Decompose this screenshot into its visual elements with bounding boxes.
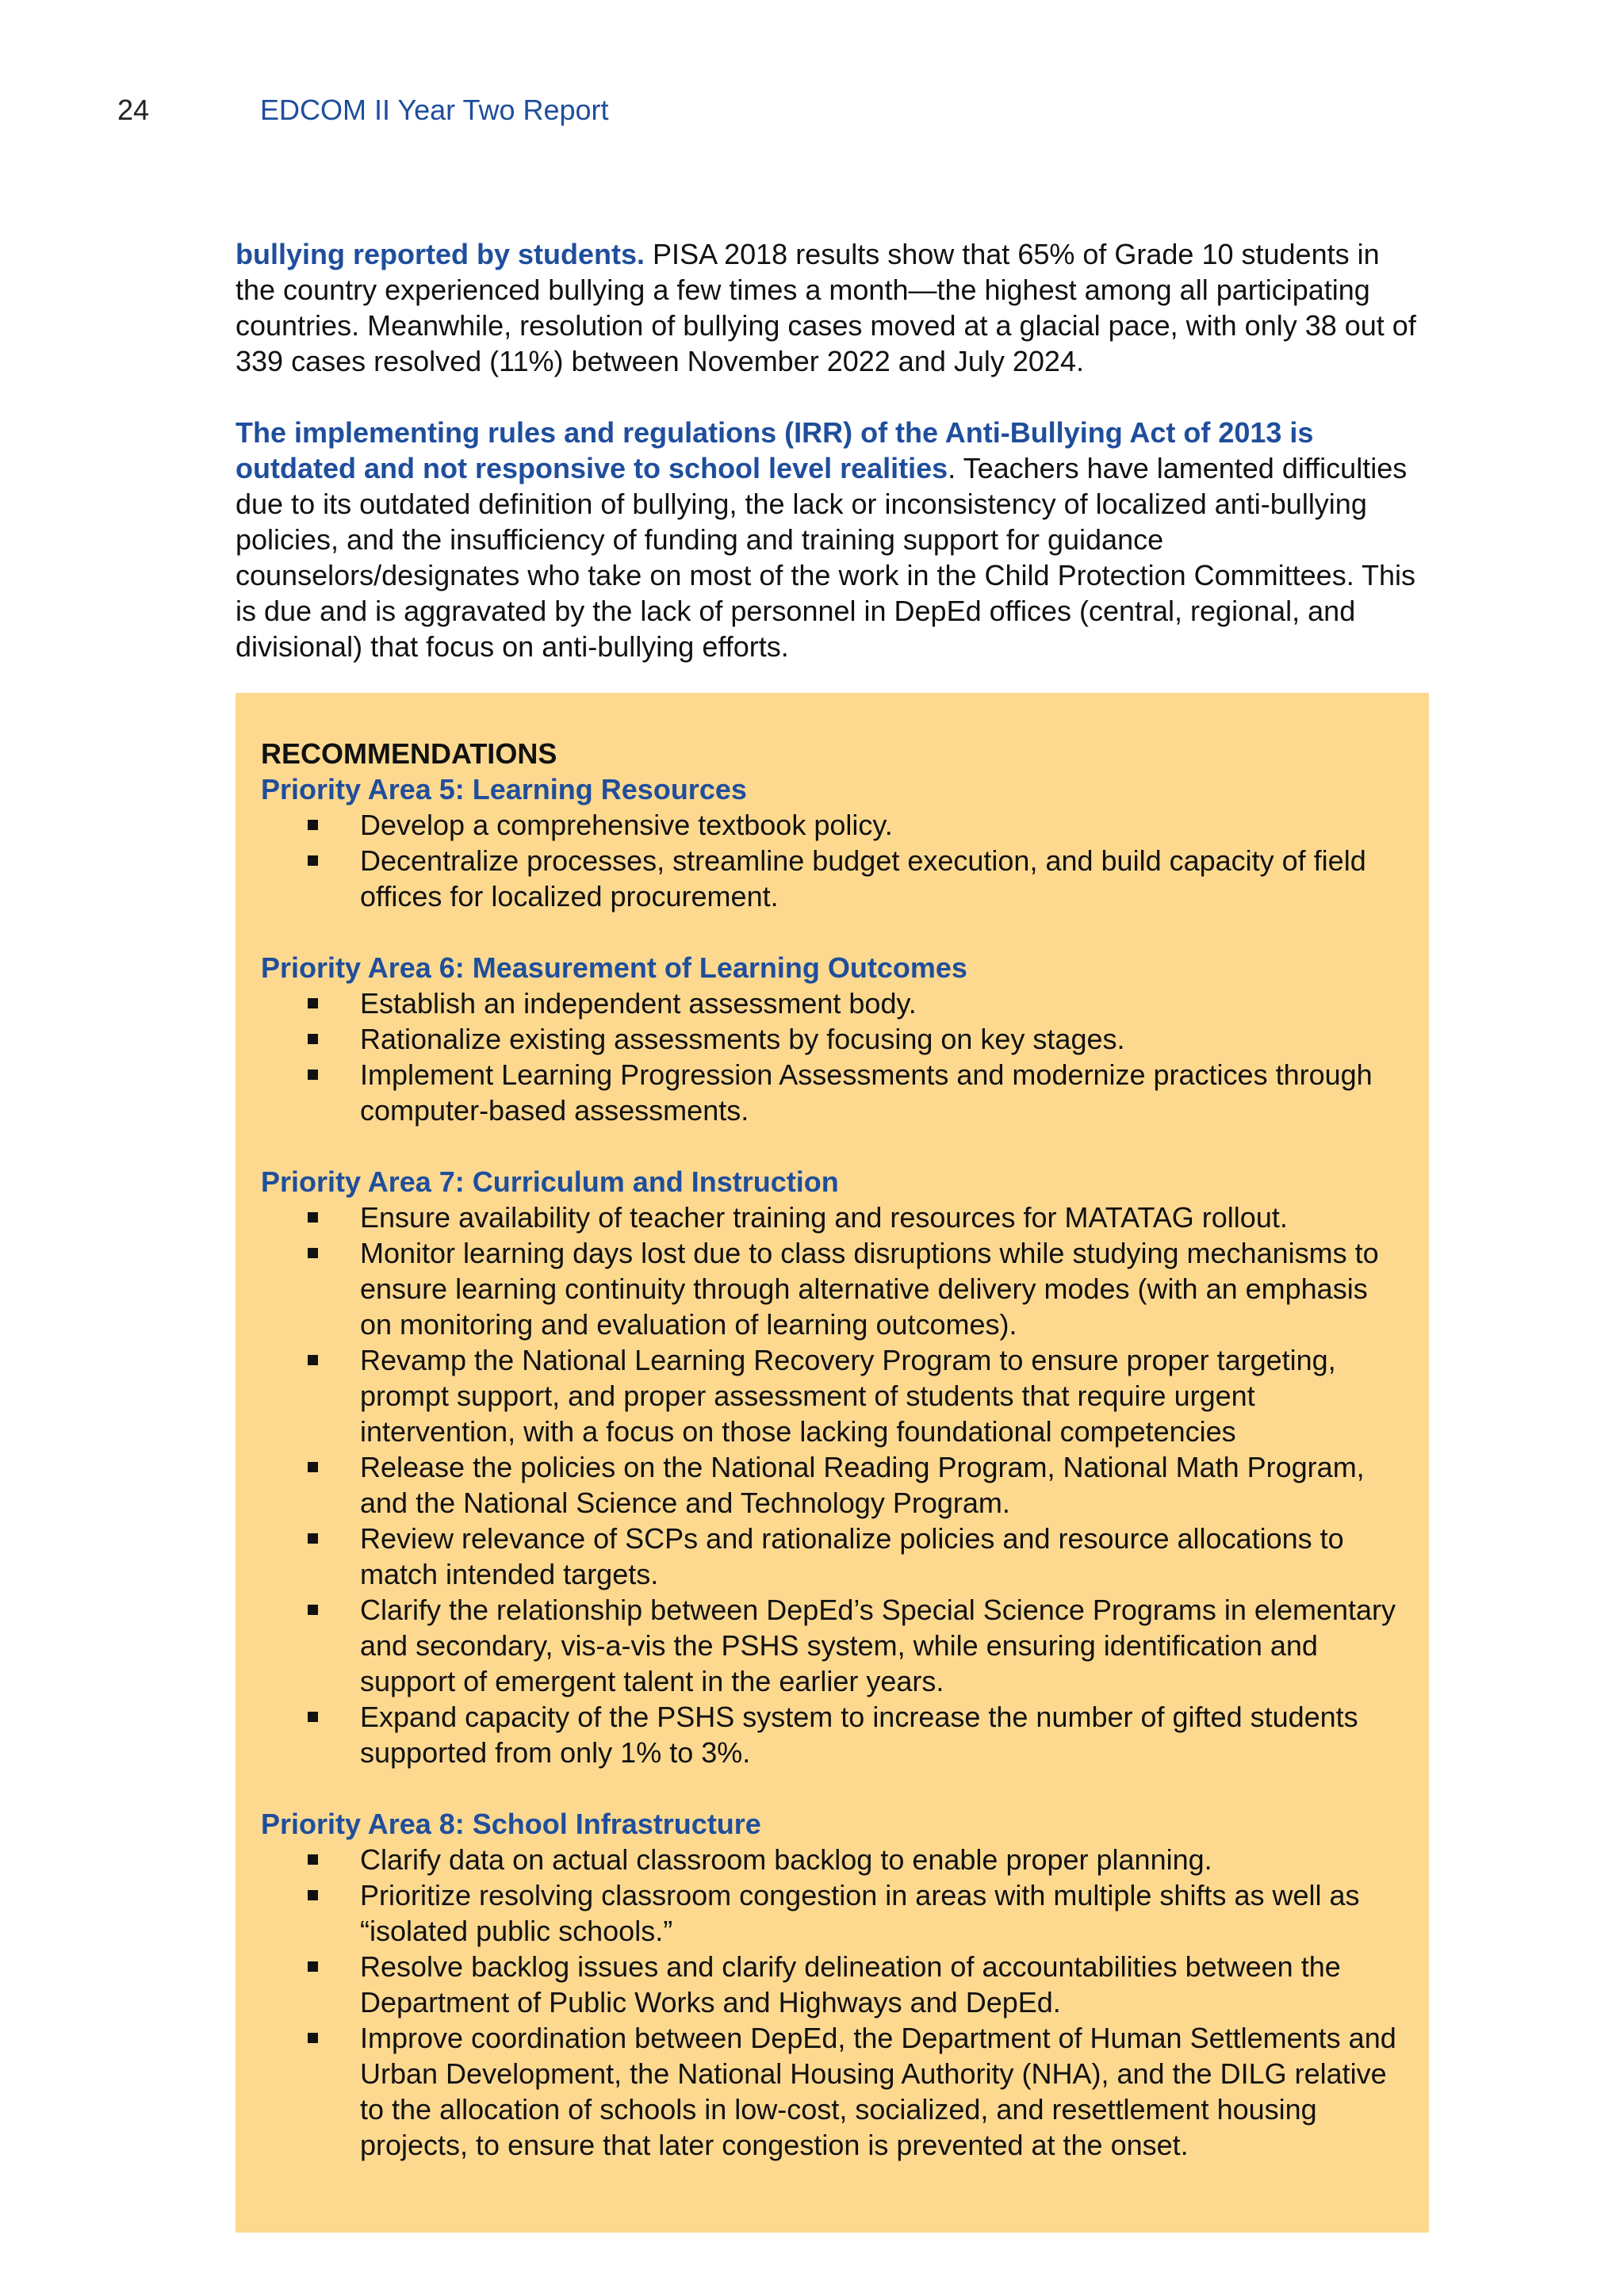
list-item-text: Expand capacity of the PSHS system to increase the number of gifted students supported from only 1% to 3%. [360, 1701, 1358, 1769]
list-item-text: Release the policies on the National Reading Program, National Math Program, and the National Science and Technology Program. [360, 1451, 1365, 1519]
list-item-text: Develop a comprehensive textbook policy. [360, 809, 893, 841]
list-item-text: Revamp the National Learning Recovery Program to ensure proper targeting, prompt support, and proper assessment of students that require urgent intervention, with a focus on those lacking foundational competencies [360, 1344, 1336, 1448]
paragraph-bullying-stats [236, 236, 1425, 379]
square-bullet-icon [308, 1854, 318, 1865]
list-item [261, 985, 1404, 1021]
square-bullet-icon [308, 1890, 318, 1900]
priority-area-6 [261, 950, 1404, 1128]
recommendation-list [261, 1200, 1404, 1770]
list-item [261, 1592, 1404, 1699]
recommendation-list [261, 985, 1404, 1128]
body-text [236, 236, 1425, 700]
list-item-text: Improve coordination between DepEd, the Department of Human Settlements and Urban Development, the National Housing Authority (NHA), and the DILG relative to the allocation of schools in low-cost, socialized, and resettlement housing projects, to ensure that later congestion is prevented at the onset. [360, 2022, 1396, 2161]
square-bullet-icon [308, 1533, 318, 1544]
list-item-text: Clarify data on actual classroom backlog to enable proper planning. [360, 1843, 1212, 1876]
square-bullet-icon [308, 820, 318, 830]
square-bullet-icon [308, 998, 318, 1008]
square-bullet-icon [308, 2033, 318, 2043]
priority-area-title: Priority Area 5: Learning Resources [261, 773, 747, 806]
list-item [261, 1521, 1404, 1592]
list-item [261, 1057, 1404, 1128]
square-bullet-icon [308, 855, 318, 866]
list-item [261, 1200, 1404, 1235]
paragraph-highlight: bullying reported by students. [236, 238, 645, 270]
list-item-text: Clarify the relationship between DepEd’s Special Science Programs in elementary and secondary, vis-a-vis the PSHS system, while ensuring identification and support of emergent talent in the earlier years. [360, 1594, 1396, 1697]
recommendations-box [236, 693, 1429, 2233]
priority-area-5 [261, 771, 1404, 914]
list-item-text: Rationalize existing assessments by focusing on key stages. [360, 1023, 1125, 1055]
priority-area-8 [261, 1806, 1404, 2163]
square-bullet-icon [308, 1712, 318, 1722]
list-item [261, 1877, 1404, 1949]
list-item [261, 1949, 1404, 2020]
list-item-text: Prioritize resolving classroom congestion in areas with multiple shifts as well as “isolated public schools.” [360, 1879, 1360, 1947]
list-item [261, 1021, 1404, 1057]
priority-area-title: Priority Area 6: Measurement of Learning Outcomes [261, 951, 967, 984]
square-bullet-icon [308, 1961, 318, 1972]
recommendation-list [261, 1842, 1404, 2163]
square-bullet-icon [308, 1248, 318, 1258]
priority-area-title: Priority Area 7: Curriculum and Instruction [261, 1165, 839, 1198]
list-item-text: Establish an independent assessment body. [360, 987, 917, 1020]
paragraph-highlight: The implementing rules and regulations (IRR) of the Anti-Bullying Act of 2013 is outdated and not responsive to school level realities [236, 416, 1314, 484]
recommendation-list [261, 807, 1404, 914]
list-item [261, 1699, 1404, 1770]
list-item-text: Decentralize processes, streamline budget execution, and build capacity of field offices for localized procurement. [360, 844, 1366, 913]
square-bullet-icon [308, 1462, 318, 1472]
list-item [261, 1235, 1404, 1342]
page-number: 24 [117, 94, 150, 126]
paragraph-text: . Teachers have lamented difficulties due to its outdated definition of bullying, the lack or inconsistency of localized anti-bullying policies, and the insufficiency of funding and training support for guidance counselors/designates who take on most of the work in the Child Protection Committees. This is due and is aggravated by the lack of personnel in DepEd offices (central, regional, and divisional) that focus on anti-bullying efforts. [236, 452, 1416, 663]
list-item [261, 1342, 1404, 1449]
list-item [261, 2020, 1404, 2163]
square-bullet-icon [308, 1070, 318, 1080]
list-item-text: Implement Learning Progression Assessments and modernize practices through computer-based assessments. [360, 1058, 1373, 1127]
priority-area-title: Priority Area 8: School Infrastructure [261, 1808, 761, 1840]
square-bullet-icon [308, 1605, 318, 1615]
list-item-text: Ensure availability of teacher training and resources for MATATAG rollout. [360, 1201, 1288, 1234]
running-title: EDCOM II Year Two Report [260, 94, 609, 126]
square-bullet-icon [308, 1212, 318, 1223]
list-item [261, 1842, 1404, 1877]
square-bullet-icon [308, 1034, 318, 1044]
list-item [261, 1449, 1404, 1521]
list-item [261, 807, 1404, 843]
paragraph-text: PISA 2018 results show that 65% of Grade 10 students in the country experienced bullying a few times a month—the highest among all participating countries. Meanwhile, resolution of bullying cases moved at a glacial pace, with only 38 out of 339 cases resolved (11%) between November 2022 and July 2024. [236, 238, 1416, 377]
square-bullet-icon [308, 1355, 318, 1365]
paragraph-irr [236, 415, 1425, 664]
priority-area-7 [261, 1164, 1404, 1770]
list-item [261, 843, 1404, 914]
list-item-text: Monitor learning days lost due to class disruptions while studying mechanisms to ensure learning continuity through alternative delivery modes (with an emphasis on monitoring and evaluation of learning outcomes). [360, 1237, 1379, 1341]
list-item-text: Resolve backlog issues and clarify delineation of accountabilities between the Department of Public Works and Highways and DepEd. [360, 1950, 1341, 2019]
list-item-text: Review relevance of SCPs and rationalize policies and resource allocations to match intended targets. [360, 1522, 1344, 1590]
recommendations-title: RECOMMENDATIONS [261, 737, 557, 770]
